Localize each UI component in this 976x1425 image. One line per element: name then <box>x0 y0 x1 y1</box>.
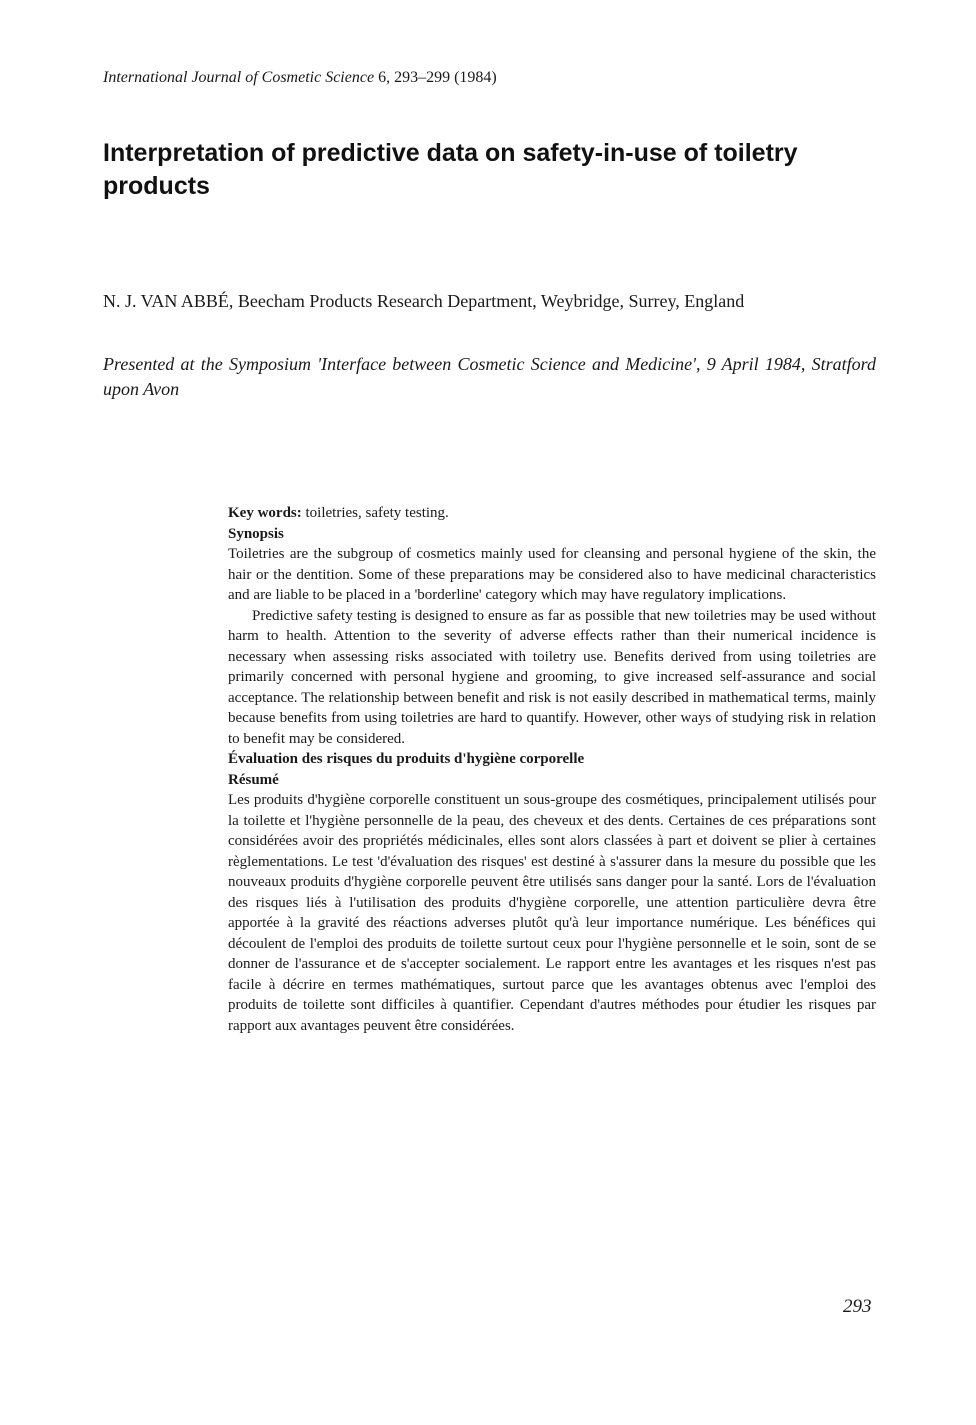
synopsis-paragraph: Predictive safety testing is designed to ensure as far as possible that new toiletries may be used without harm to health. Attention to the severity of adverse effects rather than their numerical incidence is necessary when assessing risks associated with toiletry use. Benefits derived from using toiletries are primarily concerned with personal hygiene and grooming, to give increased self-assurance and social acceptance. The relationship between benefit and risk is not easily described in mathematical terms, mainly because benefits from using toiletries are hard to quantify. However, other ways of studying risk in relation to benefit may be considered. <box>228 607 876 747</box>
abstract-block <box>228 503 876 1036</box>
page-number: 293 <box>843 1296 872 1317</box>
keywords-label: Key words: <box>228 505 302 521</box>
journal-citation <box>103 69 497 87</box>
journal-name: International Journal of Cosmetic Science <box>103 69 375 86</box>
keywords-text: toiletries, safety testing. <box>305 505 449 521</box>
journal-pages-year: , 293–299 (1984) <box>386 69 497 86</box>
resume-paragraph: Les produits d'hygiène corporelle constituent un sous-groupe des cosmétiques, principalement utilisés pour la toilette et l'hygiène personnelle de la peau, des cheveux et des dents. Certaines de ces préparations sont considérées avoir des propriétés médicinales, elles sont alors classées à part et doivent se plier à certaines règlementations. Le test 'd'évaluation des risques' est destiné à s'assurer dans la mesure du possible que les nouveaux produits d'hygiène corporelle peuvent être utilisés sans danger pour la santé. Lors de l'évaluation des risques liés à l'utilisation des produits d'hygiène corporelle, une attention particulière devra être apportée à la gravité des réactions adverses plutôt qu'à leur importance numérique. Les bénéfices qui découlent de l'emploi des produits de toilette surtout ceux pour l'hygiène personnelle et le soin, sont de se donner de l'assurance et de s'accepter socialement. Le rapport entre les avantages et les risques n'est pas facile à décrire en termes mathématiques, surtout parce que les avantages obtenus avec l'emploi des produits de toilette sont difficiles à quantifier. Cependant d'autres méthodes pour étudier les risques par rapport aux avantages peuvent être considérées. <box>228 792 876 1034</box>
french-title: Évaluation des risques du produits d'hygiène corporelle <box>228 751 585 767</box>
author-affiliation: N. J. VAN ABBÉ, Beecham Products Research Department, Weybridge, Surrey, England <box>103 291 745 311</box>
synopsis-heading: Synopsis <box>228 525 284 542</box>
keywords <box>228 503 876 524</box>
article-title: Interpretation of predictive data on safety-in-use of toiletry products <box>103 139 798 200</box>
resume-heading: Résumé <box>228 771 279 788</box>
synopsis-paragraph: Toiletries are the subgroup of cosmetics mainly used for cleansing and personal hygiene of the skin, the hair or the dentition. Some of these preparations may be considered also to have medicinal characteristics and are liable to be placed in a 'borderline' category which may have regulatory implications. <box>228 546 876 603</box>
presentation-note: Presented at the Symposium 'Interface between Cosmetic Science and Medicine', 9 April 1984, Stratford upon Avon <box>103 354 876 399</box>
journal-volume: 6 <box>378 69 387 86</box>
